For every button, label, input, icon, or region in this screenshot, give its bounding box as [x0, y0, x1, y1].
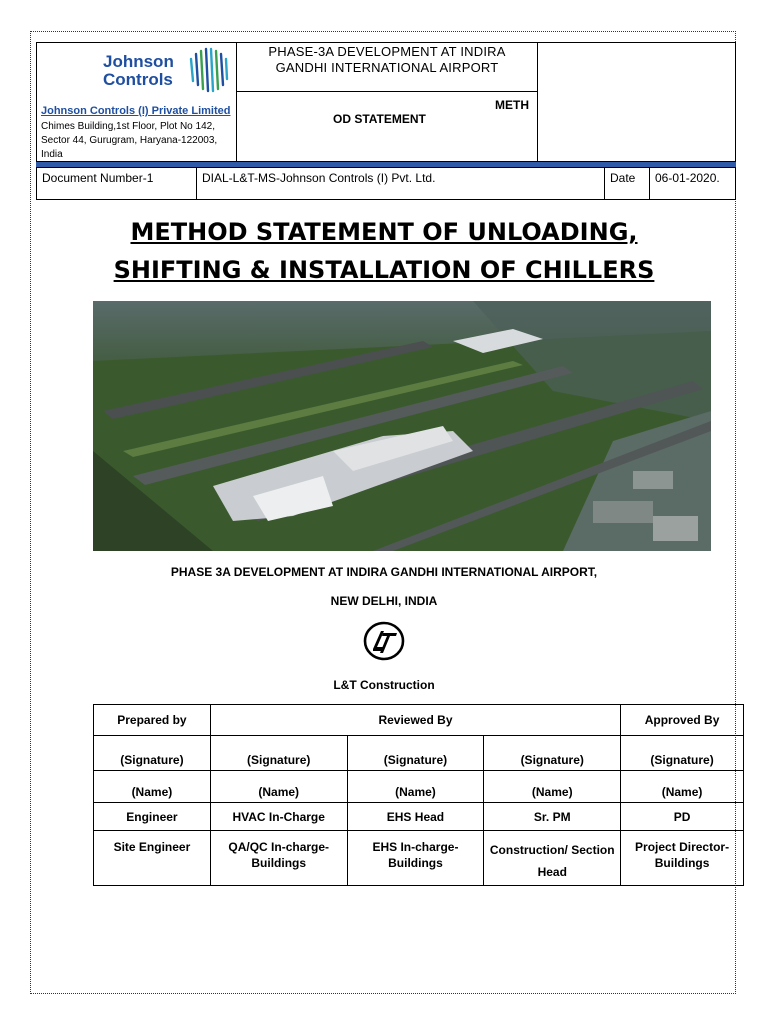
role-cell: EHS Head [347, 803, 484, 831]
table-row [94, 771, 744, 803]
date-label: Date [610, 171, 636, 185]
doc-ref: DIAL-L&T-MS-Johnson Controls (I) Pvt. Ltd. [202, 171, 436, 185]
signature-cell: (Signature) [94, 736, 211, 771]
signature-cell: (Signature) [621, 736, 744, 771]
document-header [36, 42, 736, 200]
doc-number-label: Document Number-1 [42, 171, 154, 185]
project-title-line-1: PHASE-3A DEVELOPMENT AT INDIRA [268, 44, 506, 59]
doc-number-cell [36, 167, 197, 200]
role-cell: PD [621, 803, 744, 831]
main-title-text-2: SHIFTING & INSTALLATION OF CHILLERS [113, 256, 655, 284]
airport-aerial-photo [93, 301, 711, 551]
designation-cell: Site Engineer [94, 831, 211, 886]
reviewed-by-header: Reviewed By [210, 705, 620, 736]
name-cell: (Name) [94, 771, 211, 803]
project-title-line-2: GANDHI INTERNATIONAL AIRPORT [275, 60, 499, 75]
statement-cell [236, 91, 538, 162]
logo-text [103, 53, 174, 89]
date-value-cell [649, 167, 736, 200]
name-cell: (Name) [621, 771, 744, 803]
company-cell [36, 42, 237, 162]
logo-word-1: Johnson [103, 52, 174, 71]
designation-cell: EHS In-charge-Buildings [347, 831, 484, 886]
doc-ref-cell [196, 167, 605, 200]
prepared-by-header: Prepared by [94, 705, 211, 736]
table-row [94, 831, 744, 886]
address-line-2: Sector 44, Gurugram, Haryana-122003, [41, 135, 218, 146]
company-address [41, 120, 235, 162]
statement-part-1: METH [495, 98, 529, 112]
main-title-text-1: METHOD STATEMENT OF UNLOADING, [130, 218, 638, 246]
designation-cell: Construction/ Section Head [484, 831, 621, 886]
signature-cell: (Signature) [484, 736, 621, 771]
logo-word-2: Controls [103, 70, 173, 89]
main-title-line-2 [0, 256, 768, 284]
signature-cell: (Signature) [210, 736, 347, 771]
project-location-line-1: PHASE 3A DEVELOPMENT AT INDIRA GANDHI INTERNATIONAL AIRPORT, [170, 565, 598, 579]
blank-header-cell [537, 42, 736, 162]
statement-part-2: OD STATEMENT [333, 112, 426, 126]
date-label-cell [604, 167, 650, 200]
lt-logo-icon [363, 621, 405, 661]
signoff-table [93, 704, 744, 886]
date-value: 06-01-2020. [655, 171, 720, 185]
role-cell: Sr. PM [484, 803, 621, 831]
address-line-1: Chimes Building,1st Floor, Plot No 142, [41, 121, 215, 132]
project-location-line-2: NEW DELHI, INDIA [330, 594, 438, 608]
project-title-cell [236, 42, 538, 92]
name-cell: (Name) [210, 771, 347, 803]
main-title-line-1 [0, 218, 768, 246]
role-cell: Engineer [94, 803, 211, 831]
designation-cell: QA/QC In-charge-Buildings [210, 831, 347, 886]
contractor-name: L&T Construction [333, 678, 435, 692]
approved-by-header: Approved By [621, 705, 744, 736]
signature-cell: (Signature) [347, 736, 484, 771]
role-cell: HVAC In-Charge [210, 803, 347, 831]
table-row [94, 803, 744, 831]
company-name-link[interactable]: Johnson Controls (I) Private Limited [41, 105, 231, 117]
table-row [94, 736, 744, 771]
designation-cell: Project Director-Buildings [621, 831, 744, 886]
name-cell: (Name) [347, 771, 484, 803]
name-cell: (Name) [484, 771, 621, 803]
address-line-3: India [41, 149, 63, 160]
table-row [94, 705, 744, 736]
johnson-controls-logo-icon [185, 45, 231, 95]
